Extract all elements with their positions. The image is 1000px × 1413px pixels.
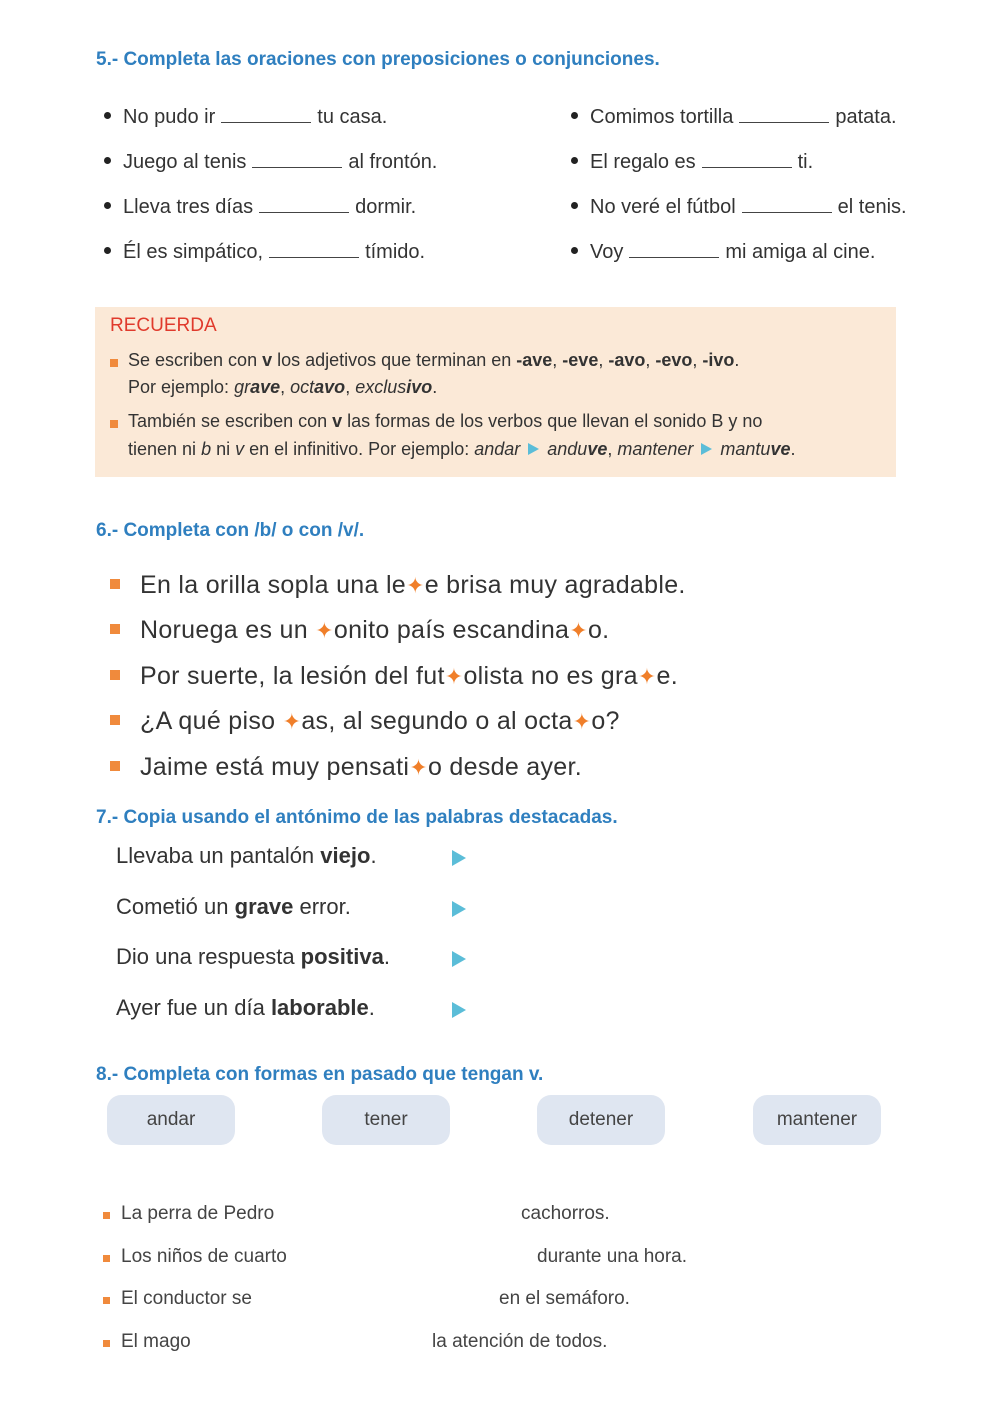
ex5-right-item-1: Comimos tortilla patata. <box>571 106 897 129</box>
ex6-sentence-5: Jaime está muy pensati✦o desde ayer. <box>110 753 582 782</box>
ex8-sentence-4-start: El mago <box>121 1331 191 1352</box>
square-bullet <box>103 1340 110 1347</box>
blank-star-icon[interactable]: ✦ <box>409 755 428 780</box>
blank-star-icon[interactable]: ✦ <box>282 709 302 734</box>
square-bullet <box>103 1255 110 1262</box>
bullet-dot <box>571 112 578 119</box>
bullet-dot <box>571 202 578 209</box>
ex8-sentence-1-end: cachorros. <box>521 1203 610 1224</box>
square-bullet <box>103 1212 110 1219</box>
ex5-right-item-3: No veré el fútbol el tenis. <box>571 196 907 219</box>
bullet-dot <box>104 157 111 164</box>
recuerda-example-2: tienen ni b ni v en el infinitivo. Por ejemplo: andar anduve, mantener mantuve. <box>128 439 796 459</box>
bullet-dot <box>571 247 578 254</box>
ex8-sentence-3-end: en el semáforo. <box>499 1288 630 1309</box>
ex7-sentence-3: Dio una respuesta positiva. <box>116 944 390 969</box>
recuerda-title: RECUERDA <box>110 315 217 336</box>
verb-pill-detener: detener <box>537 1095 665 1145</box>
ex6-sentence-3: Por suerte, la lesión del fut✦olista no es gra✦e. <box>110 662 678 691</box>
blank-star-icon[interactable]: ✦ <box>315 618 334 643</box>
blank-star-icon[interactable]: ✦ <box>444 664 464 689</box>
blank-line[interactable] <box>259 198 349 213</box>
recuerda-rule-2: También se escriben con v las formas de los verbos que llevan el sonido B y no <box>128 411 763 431</box>
square-bullet <box>110 420 118 428</box>
arrow-right-icon <box>452 951 466 967</box>
ex6-sentence-4: ¿A qué piso ✦as, al segundo o al octa✦o? <box>110 707 620 736</box>
arrow-right-icon <box>701 443 712 455</box>
recuerda-example-1: Por ejemplo: grave, octavo, exclusivo. <box>128 377 438 397</box>
exercise-8-title: 8.- Completa con formas en pasado que tengan v. <box>96 1064 544 1085</box>
square-bullet <box>110 761 120 771</box>
blank-star-icon[interactable]: ✦ <box>569 618 588 643</box>
ex6-sentence-2: Noruega es un ✦onito país escandina✦o. <box>110 616 609 645</box>
arrow-right-icon <box>452 901 466 917</box>
square-bullet <box>110 670 120 680</box>
verb-pill-tener: tener <box>322 1095 450 1145</box>
ex5-left-item-3: Lleva tres días dormir. <box>104 196 416 219</box>
square-bullet <box>110 579 120 589</box>
arrow-right-icon <box>452 850 466 866</box>
blank-line[interactable] <box>221 108 311 123</box>
ex7-sentence-1: Llevaba un pantalón viejo. <box>116 843 377 868</box>
exercise-6-title: 6.- Completa con /b/ o con /v/. <box>96 520 365 541</box>
arrow-right-icon <box>528 443 539 455</box>
ex5-left-item-2: Juego al tenis al frontón. <box>104 151 437 174</box>
ex8-sentence-2-end: durante una hora. <box>537 1246 688 1267</box>
recuerda-box <box>95 307 896 477</box>
bullet-dot <box>104 202 111 209</box>
blank-line[interactable] <box>742 198 832 213</box>
square-bullet <box>103 1297 110 1304</box>
ex6-sentence-1: En la orilla sopla una le✦e brisa muy agradable. <box>110 571 686 600</box>
ex5-right-item-2: El regalo es ti. <box>571 151 813 174</box>
blank-star-icon[interactable]: ✦ <box>637 664 657 689</box>
blank-star-icon[interactable]: ✦ <box>406 573 425 598</box>
square-bullet <box>110 624 120 634</box>
ex7-sentence-4: Ayer fue un día laborable. <box>116 995 375 1020</box>
blank-star-icon[interactable]: ✦ <box>572 709 592 734</box>
ex5-right-item-4: Voy mi amiga al cine. <box>571 241 875 264</box>
square-bullet <box>110 359 118 367</box>
ex5-left-item-1: No pudo ir tu casa. <box>104 106 387 129</box>
ex8-sentence-4-end: la atención de todos. <box>432 1331 608 1352</box>
verb-pill-andar: andar <box>107 1095 235 1145</box>
blank-line[interactable] <box>739 108 829 123</box>
bullet-dot <box>104 247 111 254</box>
recuerda-rule-1: Se escriben con v los adjetivos que terminan en -ave, -eve, -avo, -evo, -ivo. <box>128 350 740 370</box>
ex7-sentence-2: Cometió un grave error. <box>116 894 351 919</box>
square-bullet <box>110 715 120 725</box>
blank-line[interactable] <box>629 243 719 258</box>
verb-pill-mantener: mantener <box>753 1095 881 1145</box>
arrow-right-icon <box>452 1002 466 1018</box>
blank-line[interactable] <box>252 153 342 168</box>
ex8-sentence-1-start: La perra de Pedro <box>121 1203 275 1224</box>
exercise-5-title: 5.- Completa las oraciones con preposiciones o conjunciones. <box>96 49 660 70</box>
ex5-left-item-4: Él es simpático, tímido. <box>104 241 425 264</box>
ex8-sentence-3-start: El conductor se <box>121 1288 252 1309</box>
bullet-dot <box>571 157 578 164</box>
ex8-sentence-2-start: Los niños de cuarto <box>121 1246 287 1267</box>
bullet-dot <box>104 112 111 119</box>
blank-line[interactable] <box>702 153 792 168</box>
blank-line[interactable] <box>269 243 359 258</box>
exercise-7-title: 7.- Copia usando el antónimo de las palabras destacadas. <box>96 807 618 828</box>
